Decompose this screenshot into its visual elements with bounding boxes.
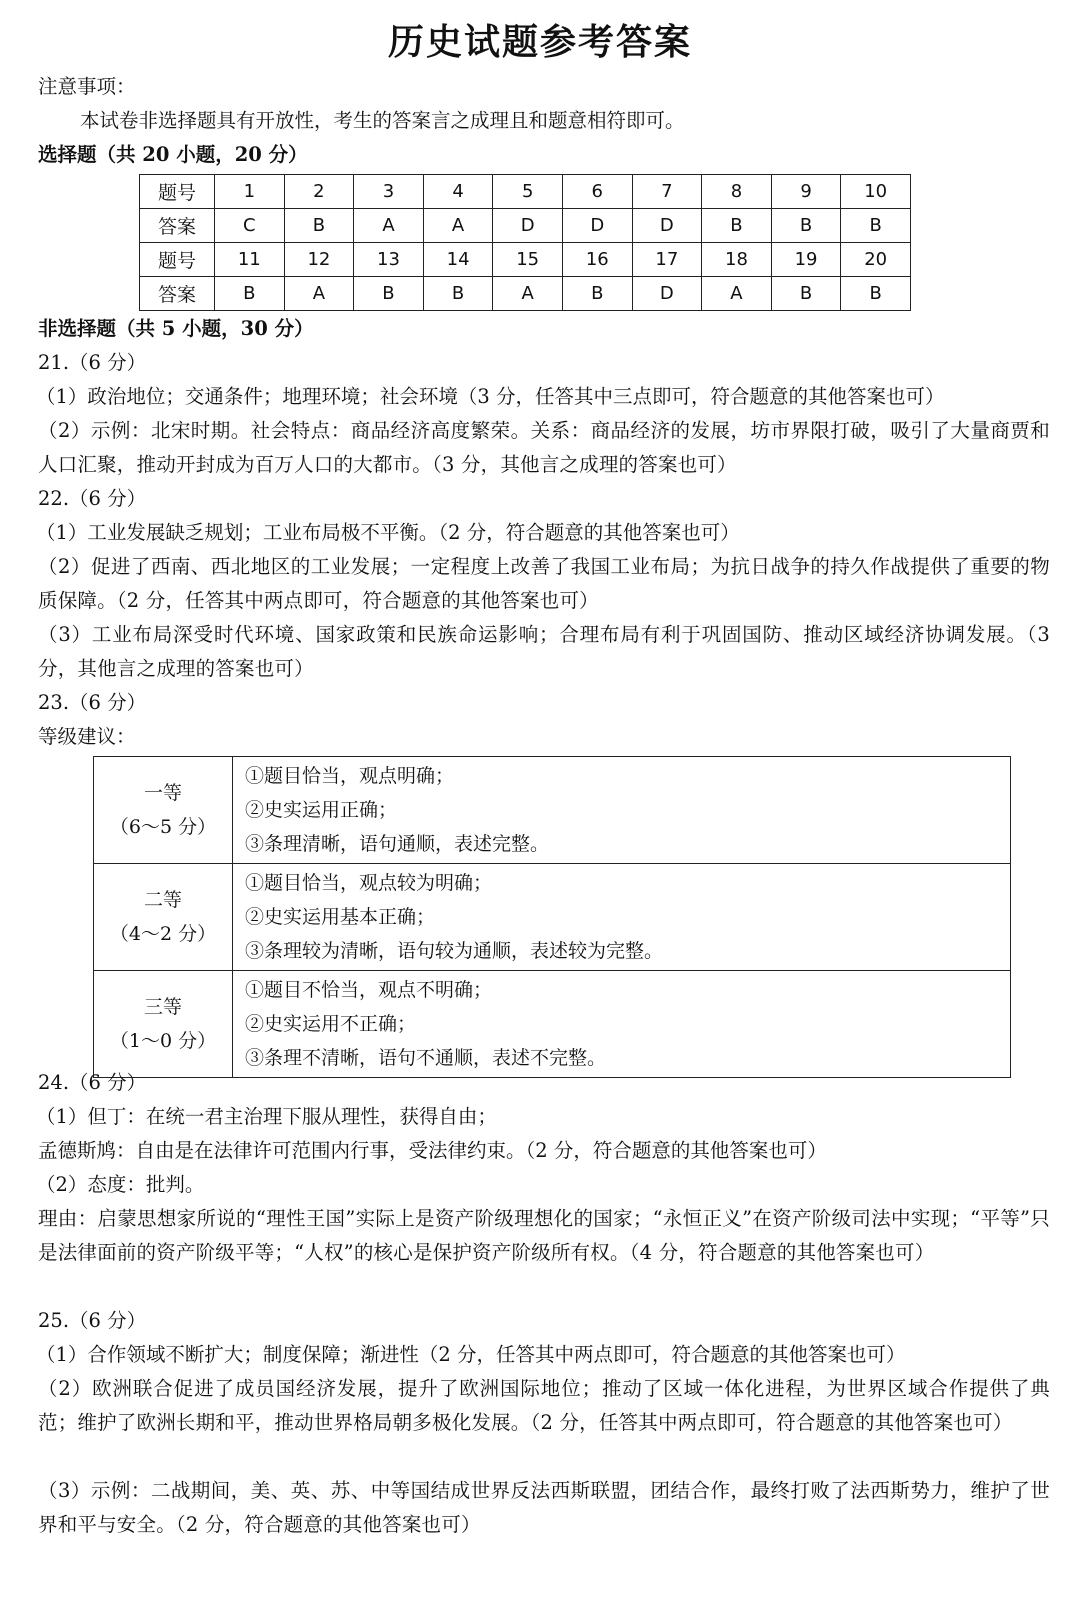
mcq-question-number: 5 [493,175,563,209]
grade-level-cell [94,971,233,1078]
grade-criterion: ②史实运用正确； [245,799,398,821]
mcq-answer-cell: B [562,277,632,311]
mcq-question-number: 4 [423,175,493,209]
grade-row [94,757,1011,864]
mcq-answer-cell: B [841,209,911,243]
grade-criterion: ③条理较为清晰，语句较为通顺，表述较为完整。 [245,940,664,962]
grade-criterion: ①题目恰当，观点较为明确； [245,872,493,894]
mcq-question-number: 7 [632,175,702,209]
q24-part2a: （2）态度：批判。 [36,1173,205,1196]
page-title: 历史试题参考答案 [387,22,692,63]
mcq-answer-cell: A [354,209,424,243]
open-section-heading: 非选择题（共 5 小题，30 分） [38,317,314,340]
mcq-answer-table [139,174,911,311]
q24-part1b: 孟德斯鸠：自由是在法律许可范围内行事，受法律约束。（2 分，符合题意的其他答案也可） [38,1139,827,1162]
grade-row [94,864,1011,971]
grade-score-range: （6～5 分） [109,816,217,838]
grade-level-name: 一等 [143,782,182,804]
mcq-answer-cell: B [841,277,911,311]
mcq-answer-cell: A [423,209,493,243]
mcq-question-number: 15 [493,243,563,277]
mcq-question-number: 9 [771,175,841,209]
mcq-question-number: 19 [771,243,841,277]
mcq-row [140,209,911,243]
mcq-answer-cell: A [284,277,354,311]
q25-part3: （3）示例：二战期间，美、英、苏、中等国结成世界反法西斯联盟，团结合作，最终打败了法西斯势力，维护了世界和平与安全。（2 分，符合题意的其他答案也可） [38,1479,1050,1536]
grade-row [94,971,1011,1078]
mcq-row [140,243,911,277]
mcq-section-heading: 选择题（共 20 小题，20 分） [38,143,308,166]
mcq-question-number: 1 [215,175,285,209]
grade-level-name: 二等 [143,889,182,911]
grade-criterion: ②史实运用基本正确； [245,906,436,928]
q21-heading: 21.（6 分） [38,351,147,374]
q25-part2: （2）欧洲联合促进了成员国经济发展，提升了欧洲国际地位；推动了区域一体化进程，为世界区域合作提供了典范；维护了欧洲长期和平，推动世界格局朝多极化发展。（2 分，任答其中两点即可，符合题意的其他答案也可） [38,1377,1050,1434]
q22-heading: 22.（6 分） [38,487,147,510]
mcq-question-number: 13 [354,243,424,277]
q23-heading: 23.（6 分） [38,691,147,714]
mcq-answer-cell: A [702,277,772,311]
q24-heading: 24.（6 分） [38,1071,147,1094]
mcq-answer-cell: B [771,209,841,243]
q24-part2b: 理由：启蒙思想家所说的“理性王国”实际上是资产阶级理想化的国家；“永恒正义”在资产阶级司法中实现；“平等”只是法律面前的资产阶级平等；“人权”的核心是保护资产阶级所有权。（4 分，符合题意的其他答案也可） [38,1207,1050,1264]
mcq-question-number: 16 [562,243,632,277]
grade-criterion: ①题目恰当，观点明确； [245,765,455,787]
mcq-answer-cell: D [632,209,702,243]
mcq-row-label: 题号 [140,175,215,209]
mcq-answer-cell: B [771,277,841,311]
mcq-question-number: 10 [841,175,911,209]
mcq-answer-cell: D [493,209,563,243]
q25-part1: （1）合作领域不断扩大；制度保障；渐进性（2 分，任答其中两点即可，符合题意的其他答案也可） [36,1343,906,1366]
mcq-answer-cell: C [215,209,285,243]
q22-part2: （2）促进了西南、西北地区的工业发展；一定程度上改善了我国工业布局；为抗日战争的持久作战提供了重要的物质保障。（2 分，任答其中两点即可，符合题意的其他答案也可） [38,555,1050,612]
q21-part2: （2）示例：北宋时期。社会特点：商品经济高度繁荣。关系：商品经济的发展，坊市界限打破，吸引了大量商贾和人口汇聚，推动开封成为百万人口的大都市。（3 分，其他言之成理的答案也可） [38,419,1050,476]
mcq-question-number: 11 [215,243,285,277]
notice-heading: 注意事项： [38,75,136,98]
mcq-row-label: 答案 [140,277,215,311]
q22-part1: （1）工业发展缺乏规划；工业布局极不平衡。（2 分，符合题意的其他答案也可） [36,521,740,544]
mcq-row-label: 题号 [140,243,215,277]
grade-criteria-cell [233,864,1011,971]
mcq-question-number: 14 [423,243,493,277]
mcq-answer-cell: B [702,209,772,243]
mcq-answer-cell: B [215,277,285,311]
grade-criterion: ③条理清晰，语句通顺，表述完整。 [245,833,550,855]
mcq-question-number: 6 [562,175,632,209]
q22-part3: （3）工业布局深受时代环境、国家政策和民族命运影响；合理布局有利于巩固国防、推动区域经济协调发展。（3 分，其他言之成理的答案也可） [38,623,1050,680]
grade-criteria-cell [233,971,1011,1078]
mcq-row [140,277,911,311]
grade-criterion: ③条理不清晰，语句不通顺，表述不完整。 [245,1047,607,1069]
mcq-question-number: 18 [702,243,772,277]
grade-criterion: ②史实运用不正确； [245,1013,417,1035]
mcq-answer-cell: B [423,277,493,311]
grade-criteria-cell [233,757,1011,864]
grade-level-name: 三等 [143,996,182,1018]
grade-table [93,756,1011,1078]
mcq-row [140,175,911,209]
mcq-question-number: 3 [354,175,424,209]
mcq-answer-cell: D [632,277,702,311]
mcq-answer-cell: B [354,277,424,311]
mcq-question-number: 2 [284,175,354,209]
q24-part1a: （1）但丁：在统一君主治理下服从理性，获得自由； [36,1105,497,1128]
q21-part1: （1）政治地位；交通条件；地理环境；社会环境（3 分，任答其中三点即可，符合题意的其他答案也可） [36,385,945,408]
mcq-row-label: 答案 [140,209,215,243]
mcq-answer-cell: B [284,209,354,243]
notice-text: 本试卷非选择题具有开放性，考生的答案言之成理且和题意相符即可。 [80,109,685,132]
q25-heading: 25.（6 分） [38,1309,147,1332]
mcq-question-number: 17 [632,243,702,277]
grade-score-range: （4～2 分） [109,923,217,945]
grade-level-cell [94,757,233,864]
mcq-question-number: 12 [284,243,354,277]
mcq-question-number: 8 [702,175,772,209]
grade-criterion: ①题目不恰当，观点不明确； [245,979,493,1001]
q23-grade-label: 等级建议： [38,725,136,748]
mcq-answer-cell: A [493,277,563,311]
mcq-question-number: 20 [841,243,911,277]
grade-score-range: （1～0 分） [109,1030,217,1052]
mcq-answer-cell: D [562,209,632,243]
grade-level-cell [94,864,233,971]
